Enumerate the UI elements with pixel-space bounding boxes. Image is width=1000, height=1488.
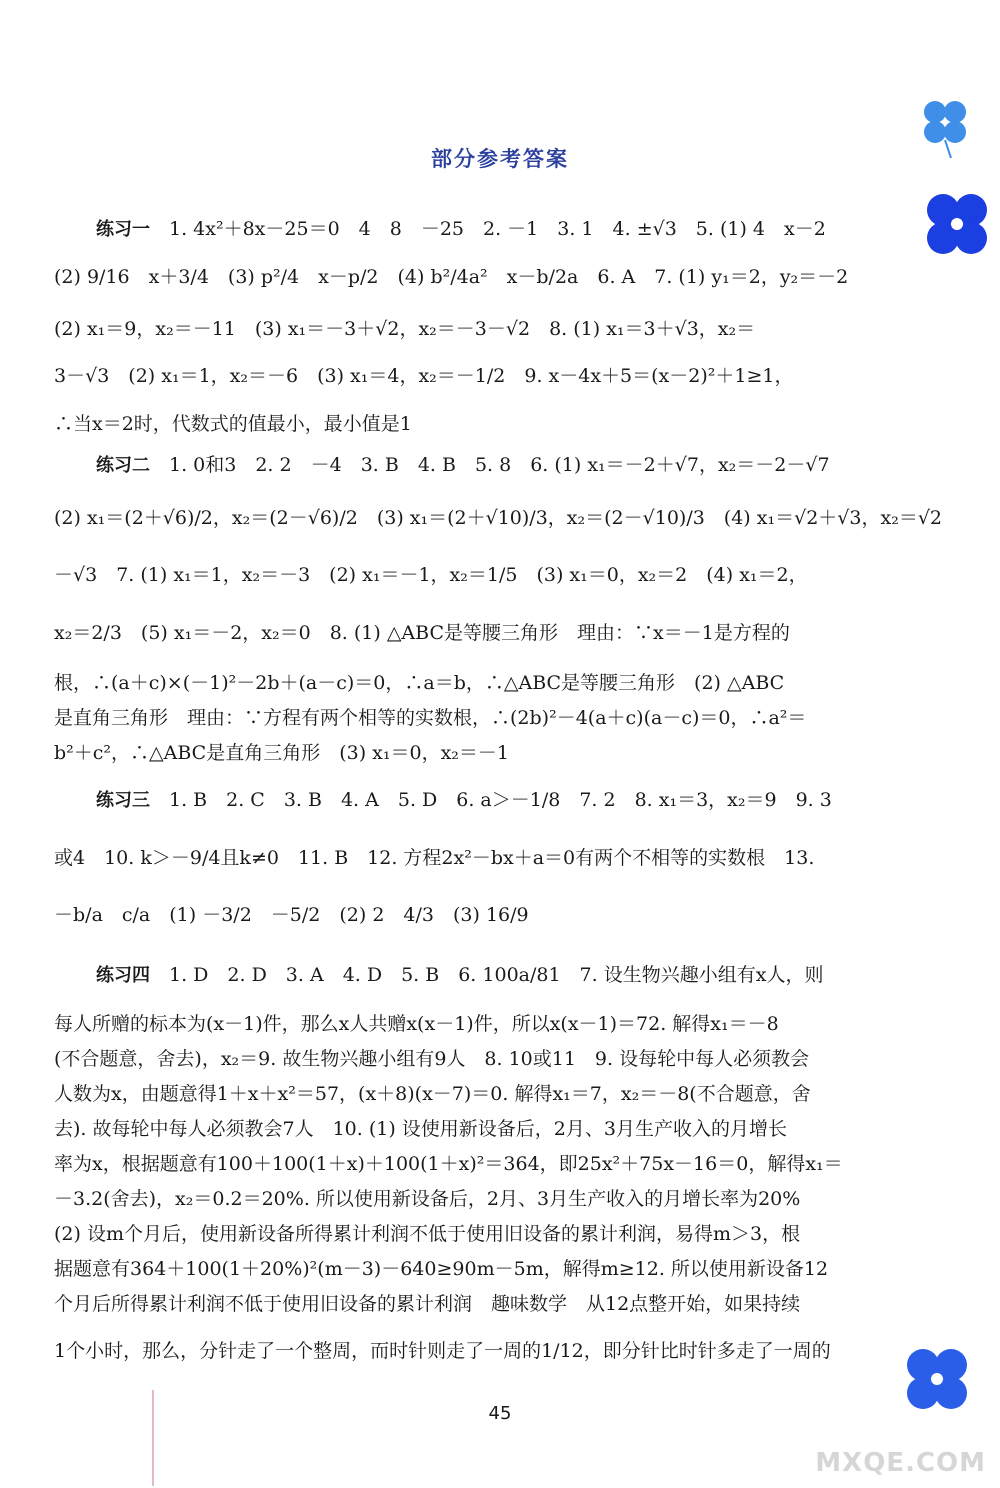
answer-text: (2) 设m个月后，使用新设备所得累计利润不低于使用旧设备的累计利润，易得m＞3，根 <box>54 1223 801 1245</box>
exercise-label: 练习四 <box>96 965 150 986</box>
answer-text: (不合题意，舍去)，x₂＝9. 故生物兴趣小组有9人 8. 10或11 9. 设每轮中每人必须教会 <box>54 1048 810 1070</box>
exercise-label: 练习二 <box>96 455 150 476</box>
exercise-label: 练习三 <box>96 790 150 811</box>
answer-line <box>96 209 920 249</box>
answer-text: 3－√3 (2) x₁＝1，x₂＝－6 (3) x₁＝4，x₂＝－1/2 9. x－4x＋5＝(x－2)²＋1≥1， <box>54 365 794 387</box>
answer-text: 每人所赠的标本为(x－1)件，那么x人共赠x(x－1)件，所以x(x－1)＝72. 解得x₁＝－8 <box>54 1013 779 1035</box>
answer-line <box>54 257 920 297</box>
answer-line <box>96 955 920 995</box>
answer-text: 1个小时，那么，分针走了一个整周，而时针则走了一周的1/12，即分针比时针多走了一周的 <box>54 1340 831 1362</box>
answer-text: 个月后所得累计利润不低于使用旧设备的累计利润 趣味数学 从12点整开始，如果持续 <box>54 1293 801 1315</box>
answer-line <box>54 404 920 444</box>
answer-line <box>54 498 943 538</box>
answer-text: 1. 4x²＋8x－25＝0 4 8 －25 2. －1 3. 1 4. ±√3 5. (1) 4 x－2 <box>150 218 826 240</box>
clover-decoration-large <box>915 180 1000 280</box>
answer-text: (2) 9/16 x＋3/4 (3) p²/4 x－p/2 (4) b²/4a² x－b/2a 6. A 7. (1) y₁＝2，y₂＝－2 <box>54 266 849 288</box>
answer-text: 去). 故每轮中每人必须教会7人 10. (1) 设使用新设备后，2月、3月生产收入的月增长 <box>54 1118 787 1140</box>
answer-line <box>96 780 920 820</box>
answer-text: 率为x，根据题意有100＋100(1＋x)＋100(1＋x)²＝364，即25x²＋75x－16＝0，解得x₁＝ <box>54 1153 843 1175</box>
exercise-label: 练习一 <box>96 219 150 240</box>
answer-line <box>54 663 920 703</box>
answer-line <box>54 356 920 396</box>
answer-line <box>54 1109 920 1149</box>
answer-text: 1. B 2. C 3. B 4. A 5. D 6. a＞－1/8 7. 2 8. x₁＝3，x₂＝9 9. 3 <box>150 789 832 811</box>
page-title: 部分参考答案 <box>431 147 569 171</box>
answer-line <box>54 1144 920 1184</box>
answer-text: 1. 0和3 2. 2 －4 3. B 4. B 5. 8 6. (1) x₁＝－2＋√7，x₂＝－2－√7 <box>150 454 830 476</box>
answer-text: 1. D 2. D 3. A 4. D 5. B 6. 100a/81 7. 设生物兴趣小组有x人，则 <box>150 964 824 986</box>
answer-line <box>54 838 920 878</box>
answer-line <box>54 1331 920 1371</box>
answer-text: (2) x₁＝(2＋√6)/2，x₂＝(2－√6)/2 (3) x₁＝(2＋√10)/3，x₂＝(2－√10)/3 (4) x₁＝√2＋√3，x₂＝√2 <box>54 507 943 529</box>
answer-text: 是直角三角形 理由：∵方程有两个相等的实数根，∴(2b)²－4(a＋c)(a－c)＝0，∴a²＝ <box>54 707 807 729</box>
answer-line <box>54 1039 920 1079</box>
answer-line <box>54 613 920 653</box>
answer-line <box>54 1179 920 1219</box>
answer-text: 据题意有364＋100(1＋20%)²(m－3)－640≥90m－5m，解得m≥12. 所以使用新设备12 <box>54 1258 829 1280</box>
answer-line <box>54 1284 920 1324</box>
answer-text: 人数为x，由题意得1＋x＋x²＝57，(x＋8)(x－7)＝0. 解得x₁＝7，x₂＝－8(不合题意，舍 <box>54 1083 811 1105</box>
answer-text: －3.2(舍去)，x₂＝0.2＝20%. 所以使用新设备后，2月、3月生产收入的月增长率为20% <box>54 1188 801 1210</box>
answer-line <box>96 445 920 485</box>
answer-text: b²＋c²，∴△ABC是直角三角形 (3) x₁＝0，x₂＝－1 <box>54 742 510 764</box>
answer-line <box>54 698 920 738</box>
watermark: MXQE.COM <box>815 1448 986 1478</box>
answer-line <box>54 1214 920 1254</box>
answer-text: 或4 10. k＞－9/4且k≠0 11. B 12. 方程2x²－bx＋a＝0有两个不相等的实数根 13. <box>54 847 815 869</box>
answer-line <box>54 733 920 773</box>
answer-line <box>54 895 920 935</box>
answer-line <box>54 309 920 349</box>
answer-text: 根，∴(a＋c)×(－1)²－2b＋(a－c)＝0，∴a＝b，∴△ABC是等腰三角形 (2) △ABC <box>54 672 785 694</box>
answer-line <box>54 555 920 595</box>
answer-text: ∴当x＝2时，代数式的值最小，最小值是1 <box>54 413 412 435</box>
answer-text: (2) x₁＝9，x₂＝－11 (3) x₁＝－3＋√2，x₂＝－3－√2 8. (1) x₁＝3＋√3，x₂＝ <box>54 318 756 340</box>
answer-text: －√3 7. (1) x₁＝1，x₂＝－3 (2) x₁＝－1，x₂＝1/5 (3) x₁＝0，x₂＝2 (4) x₁＝2， <box>54 564 808 586</box>
answer-text: x₂＝2/3 (5) x₁＝－2，x₂＝0 8. (1) △ABC是等腰三角形 理由：∵x＝－1是方程的 <box>54 622 790 644</box>
answer-line <box>54 1249 920 1289</box>
answer-text: －b/a c/a (1) －3/2 －5/2 (2) 2 4/3 (3) 16/9 <box>54 904 529 926</box>
page-number: 45 <box>488 1403 512 1424</box>
answer-line <box>54 1074 920 1114</box>
answer-line <box>54 1004 920 1044</box>
